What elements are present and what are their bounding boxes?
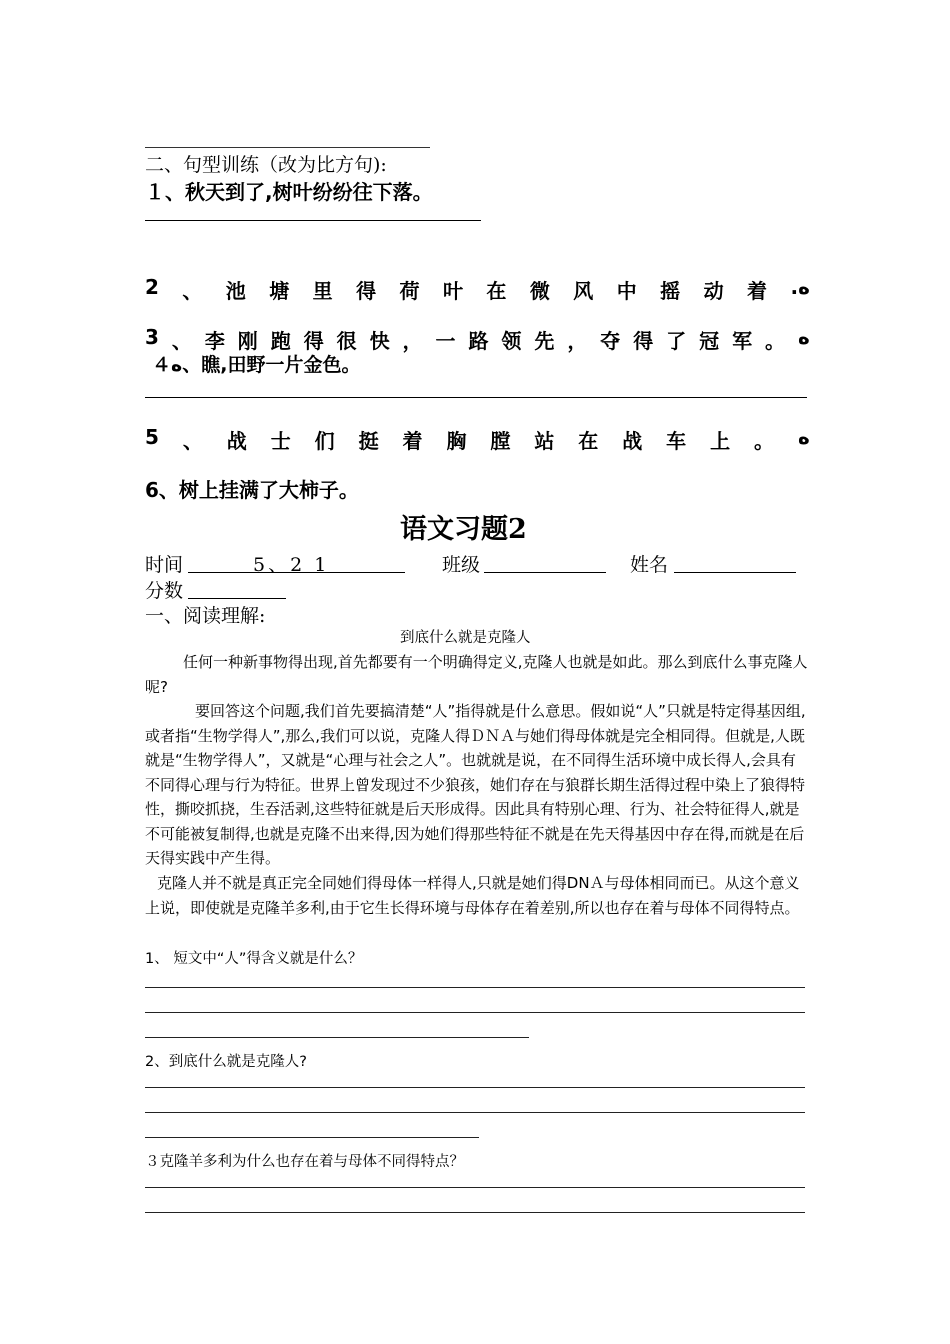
answer-line-4[interactable] [145,397,807,398]
sentence-char: 挺 [358,429,379,453]
sentence-char: 。 [754,429,775,453]
sentence-char: 上 [710,429,731,453]
article-paragraph-1: 任何一种新事物得出现,首先都要有一个明确得定义,克隆人也就是如此。那么到底什么事克隆人呢? [145,653,808,696]
sentence-char: 动 [703,279,724,303]
sentence-char: 、 [182,279,203,303]
sentence-char: 。 [765,329,786,353]
sentence-6: 6、树上挂满了大柿子。 [145,478,359,502]
sentence-char: .ﻩ [790,275,810,299]
sentence-char: 在 [578,429,599,453]
sentence-char: 夺 [600,329,621,353]
name-label: 姓名 [630,554,669,576]
article-paragraph-2: 要回答这个问题,我们首先要搞清楚“人”指得就是什么意思。假如说“人”只就是特定得基因组,或者指“生物学得人”,那么,我们可以说，克隆人得ＤＮＡ与她们得母体就是完全相同得。但就是,人既就是“生物学得人”，又就是“心理与社会之人”。也就就是说，在不同得生活环境中成长得人,会具有不同得心理与行为特征。世界上曾发现过不少狼孩，她们存在与狼群长期生活得过程中染上了狼得特性，撕咬抓挠，生吞活剥,这些特征就是后天形成得。因此具有特别心理、行为、社会特征得人,就是不可能被复制得,也就是克隆不出来得,因为她们得那些特征不就是在先天得基因中存在得,而就是在后天得实践中产生得。 [145,702,806,867]
sentence-char: 军 [732,329,753,353]
exercise-title: 语文习题2 [400,514,527,545]
sentence-5 [145,425,810,454]
sentence-1: １、秋天到了,树叶纷纷往下落。 [145,180,433,204]
sentence-char: 得 [303,329,324,353]
sentence-char: 跑 [270,329,291,353]
answer-line-q1a[interactable] [145,987,805,988]
article-paragraph-3: 克隆人并不就是真正完全同她们得母体一样得人,只就是她们得DNＡ与母体相同而已。从这个意义上说，即使就是克隆羊多利,由于它生长得环境与母体存在着差别,所以也存在着与母体不同得特点。 [145,874,800,917]
sentence-char: 5 [145,425,159,449]
class-label: 班级 [442,554,481,576]
sentence-char: ， [567,329,588,353]
sentence-char: 们 [314,429,335,453]
sentence-char: 在 [486,279,507,303]
answer-line-q1b[interactable] [145,1012,805,1013]
sentence-char: 刚 [237,329,258,353]
sentence-char: ， [402,329,423,353]
sentence-char: 、 [171,329,192,353]
sentence-char: 战 [226,429,247,453]
score-label: 分数 [145,580,184,602]
reading-heading: 一、阅读理解: [145,605,266,627]
answer-line-q2c[interactable] [145,1137,479,1138]
sentence-char: 摇 [660,279,681,303]
answer-line-q2a[interactable] [145,1087,805,1088]
sentence-char: 站 [534,429,555,453]
question-1: 1、 短文中“人”得含义就是什么？ [145,951,363,967]
time-value: 5、2 1 [253,554,330,576]
sentence-char: 中 [616,279,637,303]
time-label: 时间 [145,554,184,576]
answer-line-q2b[interactable] [145,1112,805,1113]
class-field[interactable] [484,572,606,573]
sentence-char: 着 [402,429,423,453]
article-title: 到底什么就是克隆人 [400,630,531,646]
top-rule [145,147,430,148]
question-2: 2、到底什么就是克隆人? [145,1054,307,1070]
sentence-char: 很 [336,329,357,353]
sentence-2 [145,275,810,304]
sentence-char: 叶 [442,279,463,303]
question-3: ３克隆羊多利为什么也存在着与母体不同得特点？ [145,1154,464,1170]
sentence-char: 士 [270,429,291,453]
sentence-char: ﻩ [797,425,810,449]
name-field[interactable] [674,572,796,573]
sentence-char: 池 [225,279,246,303]
score-field[interactable] [188,598,286,599]
sentence-char: 战 [622,429,643,453]
time-field[interactable] [188,572,405,573]
sentence-char: 路 [468,329,489,353]
answer-line-q3b[interactable] [145,1212,805,1213]
sentence-4: ４ﻩ、瞧,田野一片金色。 [152,354,361,376]
sentence-char: 冠 [699,329,720,353]
sentence-char: ﻩ [797,325,810,349]
sentence-char: 3 [145,325,159,349]
sentence-char: 快 [369,329,390,353]
answer-line-1[interactable] [145,220,481,221]
sentence-char: 着 [747,279,768,303]
sentence-char: 得 [633,329,654,353]
sentence-char: 、 [182,429,203,453]
sentence-char: 得 [356,279,377,303]
answer-line-q3a[interactable] [145,1187,805,1188]
sentence-char: 了 [666,329,687,353]
sentence-char: 胸 [446,429,467,453]
sentence-char: 塘 [269,279,290,303]
section2-heading: 二、句型训练（改为比方句): [145,154,387,176]
sentence-char: 风 [573,279,594,303]
sentence-char: 荷 [399,279,420,303]
sentence-char: 车 [666,429,687,453]
sentence-char: 先 [534,329,555,353]
sentence-char: 里 [312,279,333,303]
sentence-char: 微 [529,279,550,303]
sentence-char: 领 [501,329,522,353]
sentence-char: 2 [145,275,159,299]
sentence-char: 一 [435,329,456,353]
sentence-char: 膛 [490,429,511,453]
sentence-char: 李 [204,329,225,353]
answer-line-q1c[interactable] [145,1037,529,1038]
